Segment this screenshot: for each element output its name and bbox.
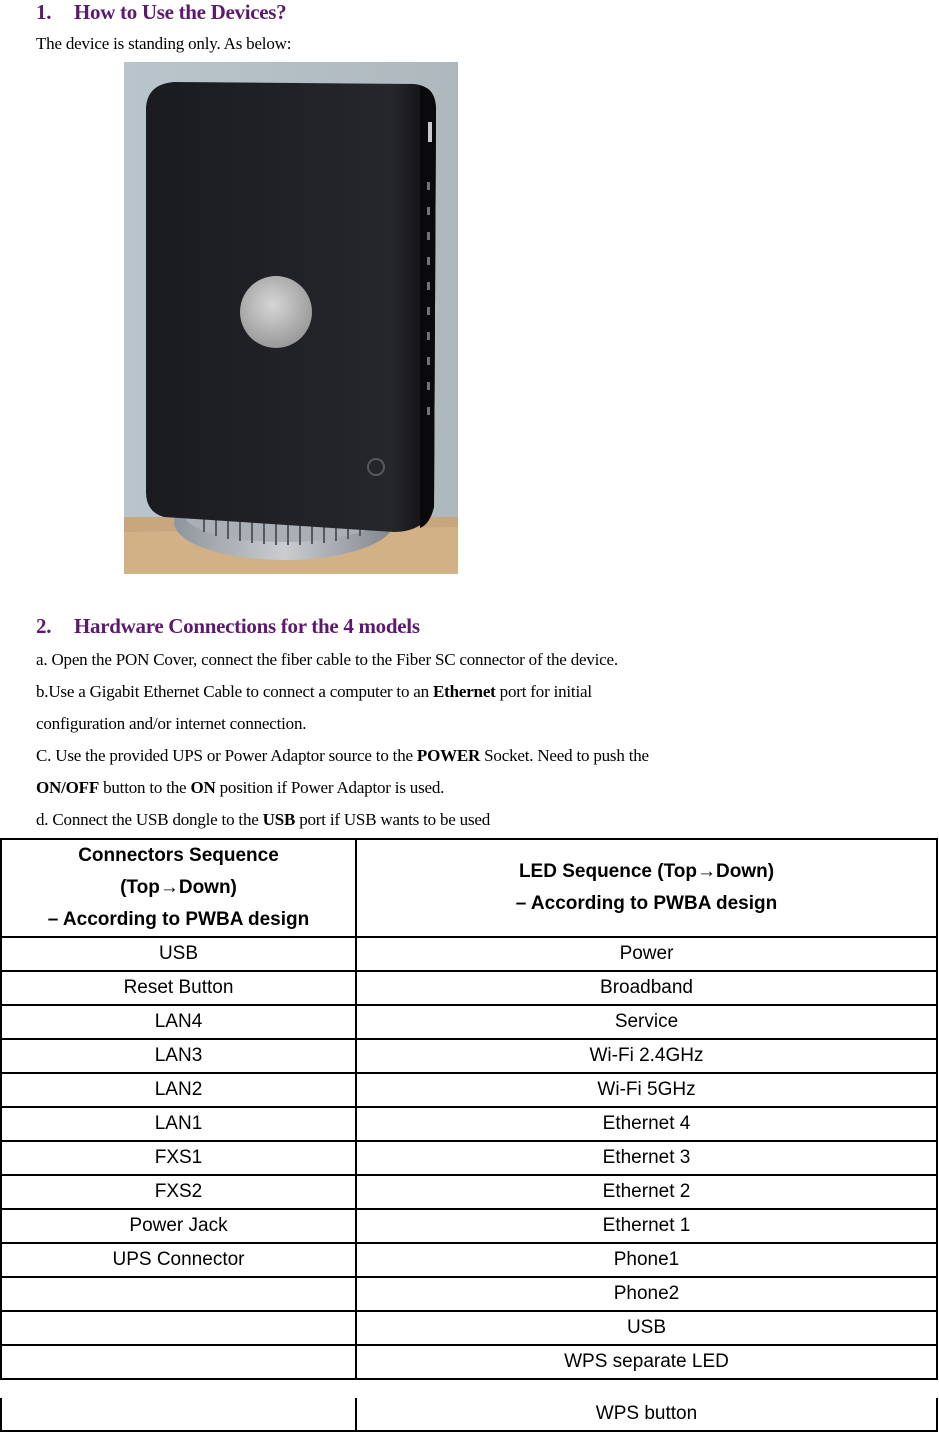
section1-text: The device is standing only. As below:	[36, 34, 292, 53]
led-cell: Ethernet 2	[356, 1175, 937, 1209]
section1-title: How to Use the Devices?	[74, 0, 287, 24]
table-row	[1, 1039, 937, 1073]
led-header: LED Sequence (Top→Down) – According to PWBA design	[356, 839, 937, 937]
connector-cell: Reset Button	[1, 971, 356, 1005]
connector-cell: UPS Connector	[1, 1243, 356, 1277]
router-image	[124, 62, 458, 574]
table-row	[1, 937, 937, 971]
connector-cell	[1, 1398, 356, 1431]
table-row	[1, 1243, 937, 1277]
table-row	[1, 1141, 937, 1175]
connectors-header: Connectors Sequence (Top→Down) – According to PWBA design	[1, 839, 356, 937]
table-header-row	[1, 839, 937, 937]
instruction-a: a. Open the PON Cover, connect the fiber cable to the Fiber SC connector of the device.	[36, 650, 618, 669]
led-cell: Ethernet 3	[356, 1141, 937, 1175]
led-cell: Phone2	[356, 1277, 937, 1311]
connector-cell: LAN3	[1, 1039, 356, 1073]
instruction-b-continued: configuration and/or internet connection.	[36, 714, 307, 733]
connector-cell: USB	[1, 937, 356, 971]
led-cell: Broadband	[356, 971, 937, 1005]
section2-heading	[36, 614, 420, 639]
table-row	[1, 971, 937, 1005]
section2-title: Hardware Connections for the 4 models	[74, 614, 420, 638]
connector-cell: LAN4	[1, 1005, 356, 1039]
device-photo	[124, 62, 458, 574]
instruction-d: d. Connect the USB dongle to the USB port if USB wants to be used	[36, 810, 491, 829]
connector-cell: FXS1	[1, 1141, 356, 1175]
led-cell: Service	[356, 1005, 937, 1039]
led-cell: Ethernet 4	[356, 1107, 937, 1141]
connector-cell	[1, 1277, 356, 1311]
table-row	[1, 1277, 937, 1311]
table-row	[1, 1107, 937, 1141]
led-cell: Wi-Fi 2.4GHz	[356, 1039, 937, 1073]
instruction-c-continued: ON/OFF button to the ON position if Power Adaptor is used.	[36, 778, 445, 797]
led-cell: Wi-Fi 5GHz	[356, 1073, 937, 1107]
table-row	[1, 1311, 937, 1345]
section1-heading	[36, 0, 286, 25]
led-cell: Ethernet 1	[356, 1209, 937, 1243]
led-cell: USB	[356, 1311, 937, 1345]
connector-cell: LAN1	[1, 1107, 356, 1141]
connector-cell	[1, 1345, 356, 1379]
table-row	[1, 1398, 937, 1431]
table-row	[1, 1209, 937, 1243]
connector-cell	[1, 1311, 356, 1345]
table-row	[1, 1073, 937, 1107]
instruction-c: C. Use the provided UPS or Power Adaptor source to the POWER Socket. Need to push the	[36, 746, 649, 765]
instruction-b: b.Use a Gigabit Ethernet Cable to connect a computer to an Ethernet port for initial	[36, 682, 592, 701]
connector-cell: Power Jack	[1, 1209, 356, 1243]
table-row	[1, 1005, 937, 1039]
table-row	[1, 1175, 937, 1209]
led-cell: WPS separate LED	[356, 1345, 937, 1379]
led-cell: Power	[356, 937, 937, 971]
led-cell: WPS button	[356, 1398, 937, 1431]
sequence-table-last	[0, 1398, 938, 1432]
connector-cell: FXS2	[1, 1175, 356, 1209]
sequence-table	[0, 838, 938, 1380]
section1-number: 1.	[36, 0, 52, 24]
connector-cell: LAN2	[1, 1073, 356, 1107]
section2-number: 2.	[36, 614, 52, 638]
led-cell: Phone1	[356, 1243, 937, 1277]
table-row	[1, 1345, 937, 1379]
